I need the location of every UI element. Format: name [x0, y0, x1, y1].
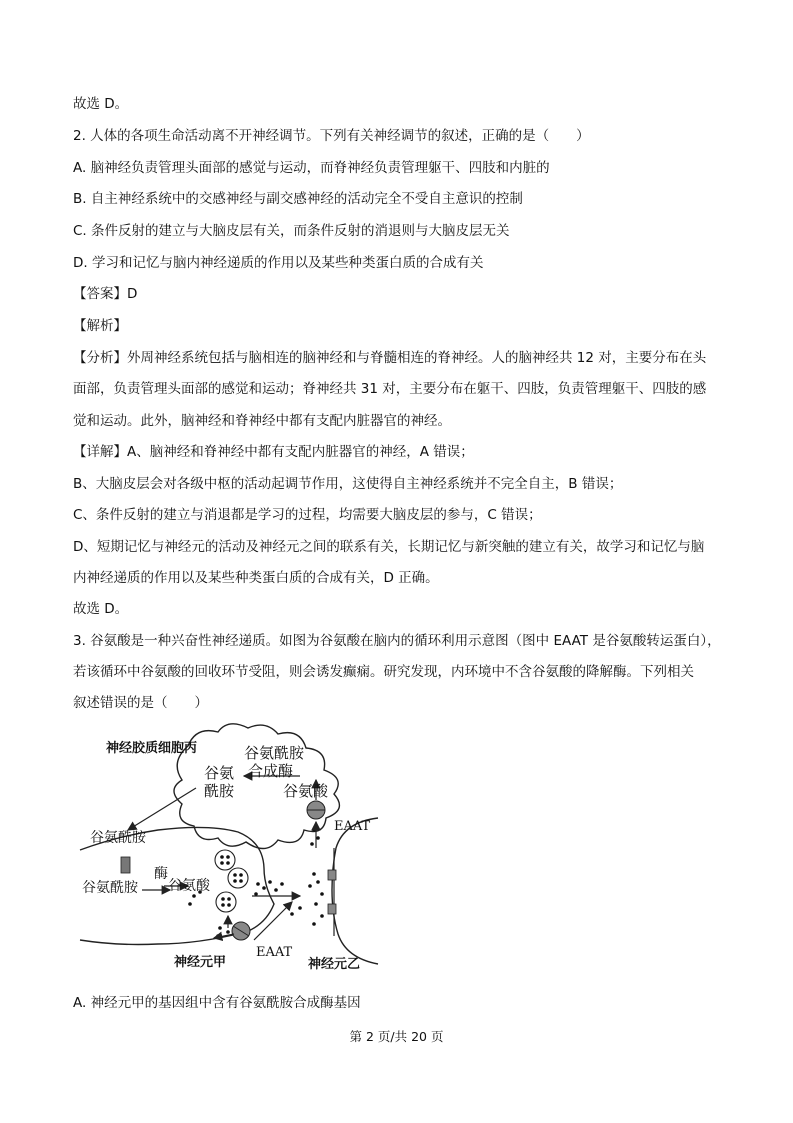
- text-line: 故选 D。: [73, 96, 129, 112]
- label-glutamate-inner: 谷氨酸: [168, 878, 210, 894]
- option-c: C. 条件反射的建立与大脑皮层有关，而条件反射的消退则与大脑皮层无关: [73, 223, 510, 239]
- label-glutamine-top: 谷氨酰胺: [244, 744, 305, 762]
- label-eaat-bottom: EAAT: [256, 945, 293, 960]
- analysis-text: 觉和运动。此外，脑神经和脊神经中都有支配内脏器官的神经。: [73, 413, 451, 429]
- label-neuron-b: 神经元乙: [308, 957, 361, 972]
- membrane-transporter: [121, 857, 130, 873]
- question-stem: 若该循环中谷氨酸的回收环节受阻，则会诱发癫痫。研究发现，内环境中不含谷氨酸的降解酶。下列相关: [73, 664, 694, 680]
- option-a-q3: A. 神经元甲的基因组中含有谷氨酰胺合成酶基因: [73, 995, 361, 1011]
- label-glutamine-mid: 谷氨酰胺: [90, 830, 146, 846]
- neuron-b-outline: [332, 818, 378, 964]
- option-b: B. 自主神经系统中的交感神经与副交感神经的活动完全不受自主意识的控制: [73, 191, 523, 207]
- detail-text: 内神经递质的作用以及某些种类蛋白质的合成有关，D 正确。: [73, 570, 439, 586]
- glutamate-cycle-diagram: [78, 718, 388, 980]
- label-eaat-top: EAAT: [334, 819, 371, 834]
- detail-text: B、大脑皮层会对各级中枢的活动起调节作用，这使得自主神经系统并不完全自主，B 错误；: [73, 476, 623, 492]
- vesicle: [215, 850, 248, 912]
- detail-text: D、短期记忆与神经元的活动及神经元之间的联系有关，长期记忆与新突触的建立有关，故学习和记忆与脑: [73, 539, 705, 555]
- label-glutamate-top: 谷氨酸: [283, 782, 329, 800]
- option-a: A. 脑神经负责管理头面部的感觉与运动，而脊神经负责管理躯干、四肢和内脏的: [73, 160, 550, 176]
- analysis-text: 面部，负责管理头面部的感觉和运动；脊神经共 31 对，主要分布在躯干、四肢，负责管理躯干、四肢的感: [73, 381, 707, 397]
- detail-text: 【详解】A、脑神经和脊神经中都有支配内脏器官的神经，A 错误；: [73, 444, 474, 460]
- detail-text: C、条件反射的建立与消退都是学习的过程，均需要大脑皮层的参与，C 错误；: [73, 507, 542, 523]
- label-glutamine-inner: 谷氨酰胺: [82, 880, 138, 896]
- label-synthase: 合成酶: [248, 762, 294, 780]
- label-glutamine-left-1: 谷氨: [204, 764, 235, 782]
- question-stem: 3. 谷氨酸是一种兴奋性神经递质。如图为谷氨酸在脑内的循环利用示意图（图中 EAAT 是谷氨酸转运蛋白），: [73, 633, 721, 649]
- label-enzyme: 酶: [154, 866, 168, 882]
- receptor: [328, 904, 336, 914]
- page-footer: 第 2 页/共 20 页: [349, 1029, 444, 1044]
- answer-label: 【答案】D: [73, 286, 138, 302]
- question-stem: 叙述错误的是（ ）: [73, 695, 208, 711]
- label-neuron-a: 神经元甲: [174, 955, 227, 970]
- question-stem: 2. 人体的各项生命活动离不开神经调节。下列有关神经调节的叙述，正确的是（ ）: [73, 128, 590, 144]
- label-glutamine-left-2: 酰胺: [204, 782, 235, 800]
- analysis-label: 【解析】: [73, 318, 127, 334]
- text-line: 故选 D。: [73, 601, 129, 617]
- label-glial-cell: 神经胶质细胞丙: [106, 741, 198, 756]
- receptor: [328, 870, 336, 880]
- analysis-text: 【分析】外周神经系统包括与脑相连的脑神经和与脊髓相连的脊神经。人的脑神经共 12 对，主要分布在头: [73, 350, 707, 366]
- option-d: D. 学习和记忆与脑内神经递质的作用以及某些种类蛋白质的合成有关: [73, 255, 484, 271]
